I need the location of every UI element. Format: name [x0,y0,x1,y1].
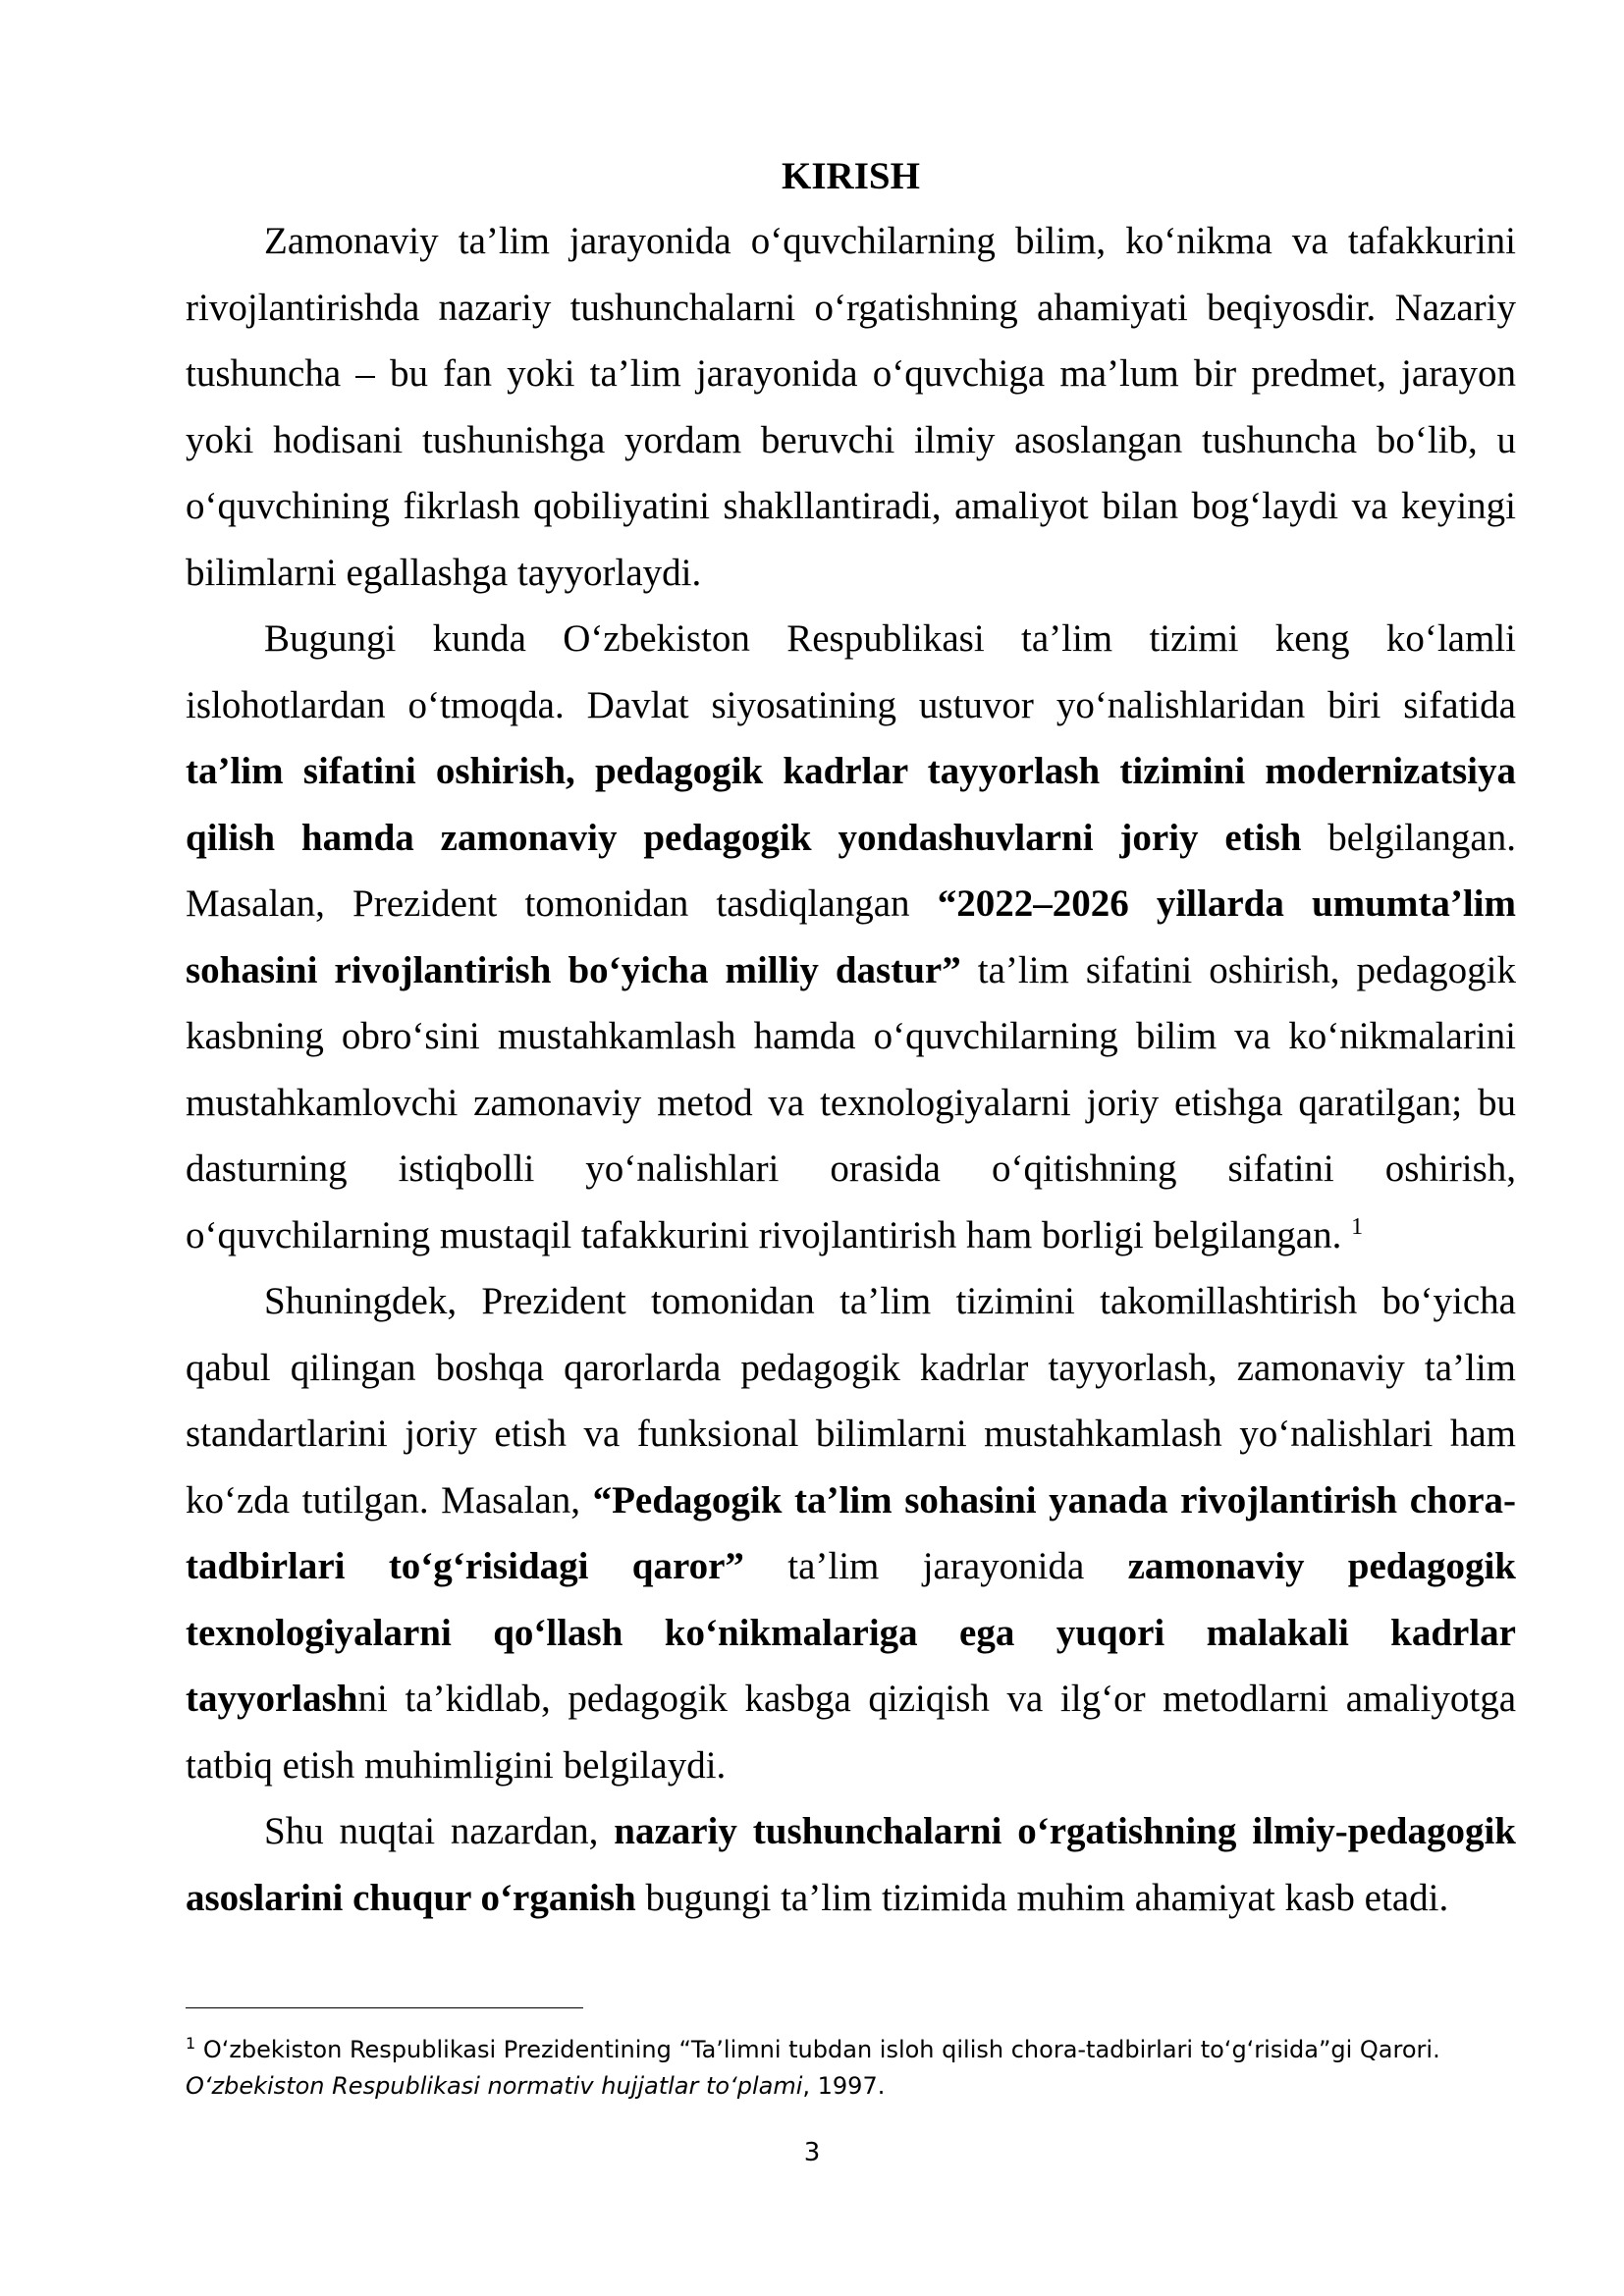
bold-text: zamonaviy pedagogik texnologiyalarni qo‘llash ko‘nikmalariga ega yuqori malakali kadrlar tayyorlash [186,1545,1516,1720]
bold-text: “2022–2026 yillarda umumta’lim sohasini rivojlantirish bo‘yicha milliy dastur” [186,882,1516,991]
paragraph-text: ta’lim jarayonida [743,1545,1128,1587]
footnote-marker: 1 [186,2034,196,2053]
footnote-year: , 1997. [802,2072,886,2100]
footnote [186,2032,1516,2105]
paragraph-text: Zamonaviy ta’lim jarayonida o‘quvchilarning bilim, ko‘nikma va tafakkurini rivojlantirishda nazariy tushunchalarni o‘rgatishning ahamiyati beqiyosdir. Nazariy tushuncha – bu fan yoki ta’lim jarayonida o‘quvchiga ma’lum bir predmet, jarayon yoki hodisani tushunishga yordam beruvchi ilmiy asoslangan tushuncha bo‘lib, u o‘quvchining fikrlash qobiliyatini shakllantiradi, amaliyot bilan bog‘laydi va keyingi bilimlarni egallashga tayyorlaydi. [186,220,1516,594]
bold-text: “Pedagogik ta’lim sohasini yanada rivojlantirish chora-tadbirlari to‘g‘risidagi qaror” [186,1478,1516,1587]
footnote-reference: 1 [1351,1213,1364,1240]
paragraph-text: bugungi ta’lim tizimida muhim ahamiyat kasb etadi. [635,1876,1449,1919]
footnote-text: O‘zbekiston Respublikasi Prezidentining “Ta’limni tubdan isloh qilish chora-tadbirlari to‘g‘risida”gi Qarori. [195,2036,1440,2063]
body-paragraphs [186,208,1516,1931]
footnote-source: O‘zbekiston Respublikasi normativ hujjatlar to‘plami [186,2072,803,2100]
main-text [186,147,1516,1931]
bold-text: nazariy tushunchalarni o‘rgatishning ilmiy-pedagogik asoslarini chuqur o‘rganish [186,1810,1516,1919]
paragraph [186,1798,1516,1931]
section-title: KIRISH [782,155,920,197]
paragraph-text: ta’lim sifatini oshirish, pedagogik kasbning obro‘sini mustahkamlash hamda o‘quvchilarning bilim va ko‘nikmalarini mustahkamlovchi zamonaviy metod va texnologiyalarni joriy etishga qaratilgan; bu dasturning istiqbolli yo‘nalishlari orasida o‘qitishning sifatini oshirish, o‘quvchilarning mustaqil tafakkurini rivojlantirish ham borligi belgilangan. [186,948,1516,1256]
paragraph [186,208,1516,606]
paragraph [186,1268,1516,1798]
paragraph-text: Shuningdek, Prezident tomonidan ta’lim tizimini takomillashtirish bo‘yicha qabul qilingan boshqa qarorlarda pedagogik kadrlar tayyorlash, zamonaviy ta’lim standartlarini joriy etish va funksional bilimlarni mustahkamlash yo‘nalishlari ham ko‘zda tutilgan. Masalan, [186,1280,1516,1522]
page-number: 3 [803,2138,821,2167]
paragraph-text: belgilangan. Masalan, Prezident tomonidan tasdiqlangan [186,816,1516,925]
paragraph [186,606,1516,1268]
paragraph-text: Shu nuqtai nazardan, [264,1810,615,1852]
bold-text: ta’lim sifatini oshirish, pedagogik kadrlar tayyorlash tizimini modernizatsiya qilish hamda zamonaviy pedagogik yondashuvlarni joriy etish [186,750,1516,859]
paragraph-text: ni ta’kidlab, pedagogik kasbga qiziqish va ilg‘or metodlarni amaliyotga tatbiq etish muhimligini belgilaydi. [186,1678,1516,1787]
footnote-separator [186,2007,583,2008]
paragraph-text: Bugungi kunda O‘zbekiston Respublikasi ta’lim tizimi keng ko‘lamli islohotlardan o‘tmoqda. Davlat siyosatining ustuvor yo‘nalishlaridan biri sifatida [186,617,1516,726]
